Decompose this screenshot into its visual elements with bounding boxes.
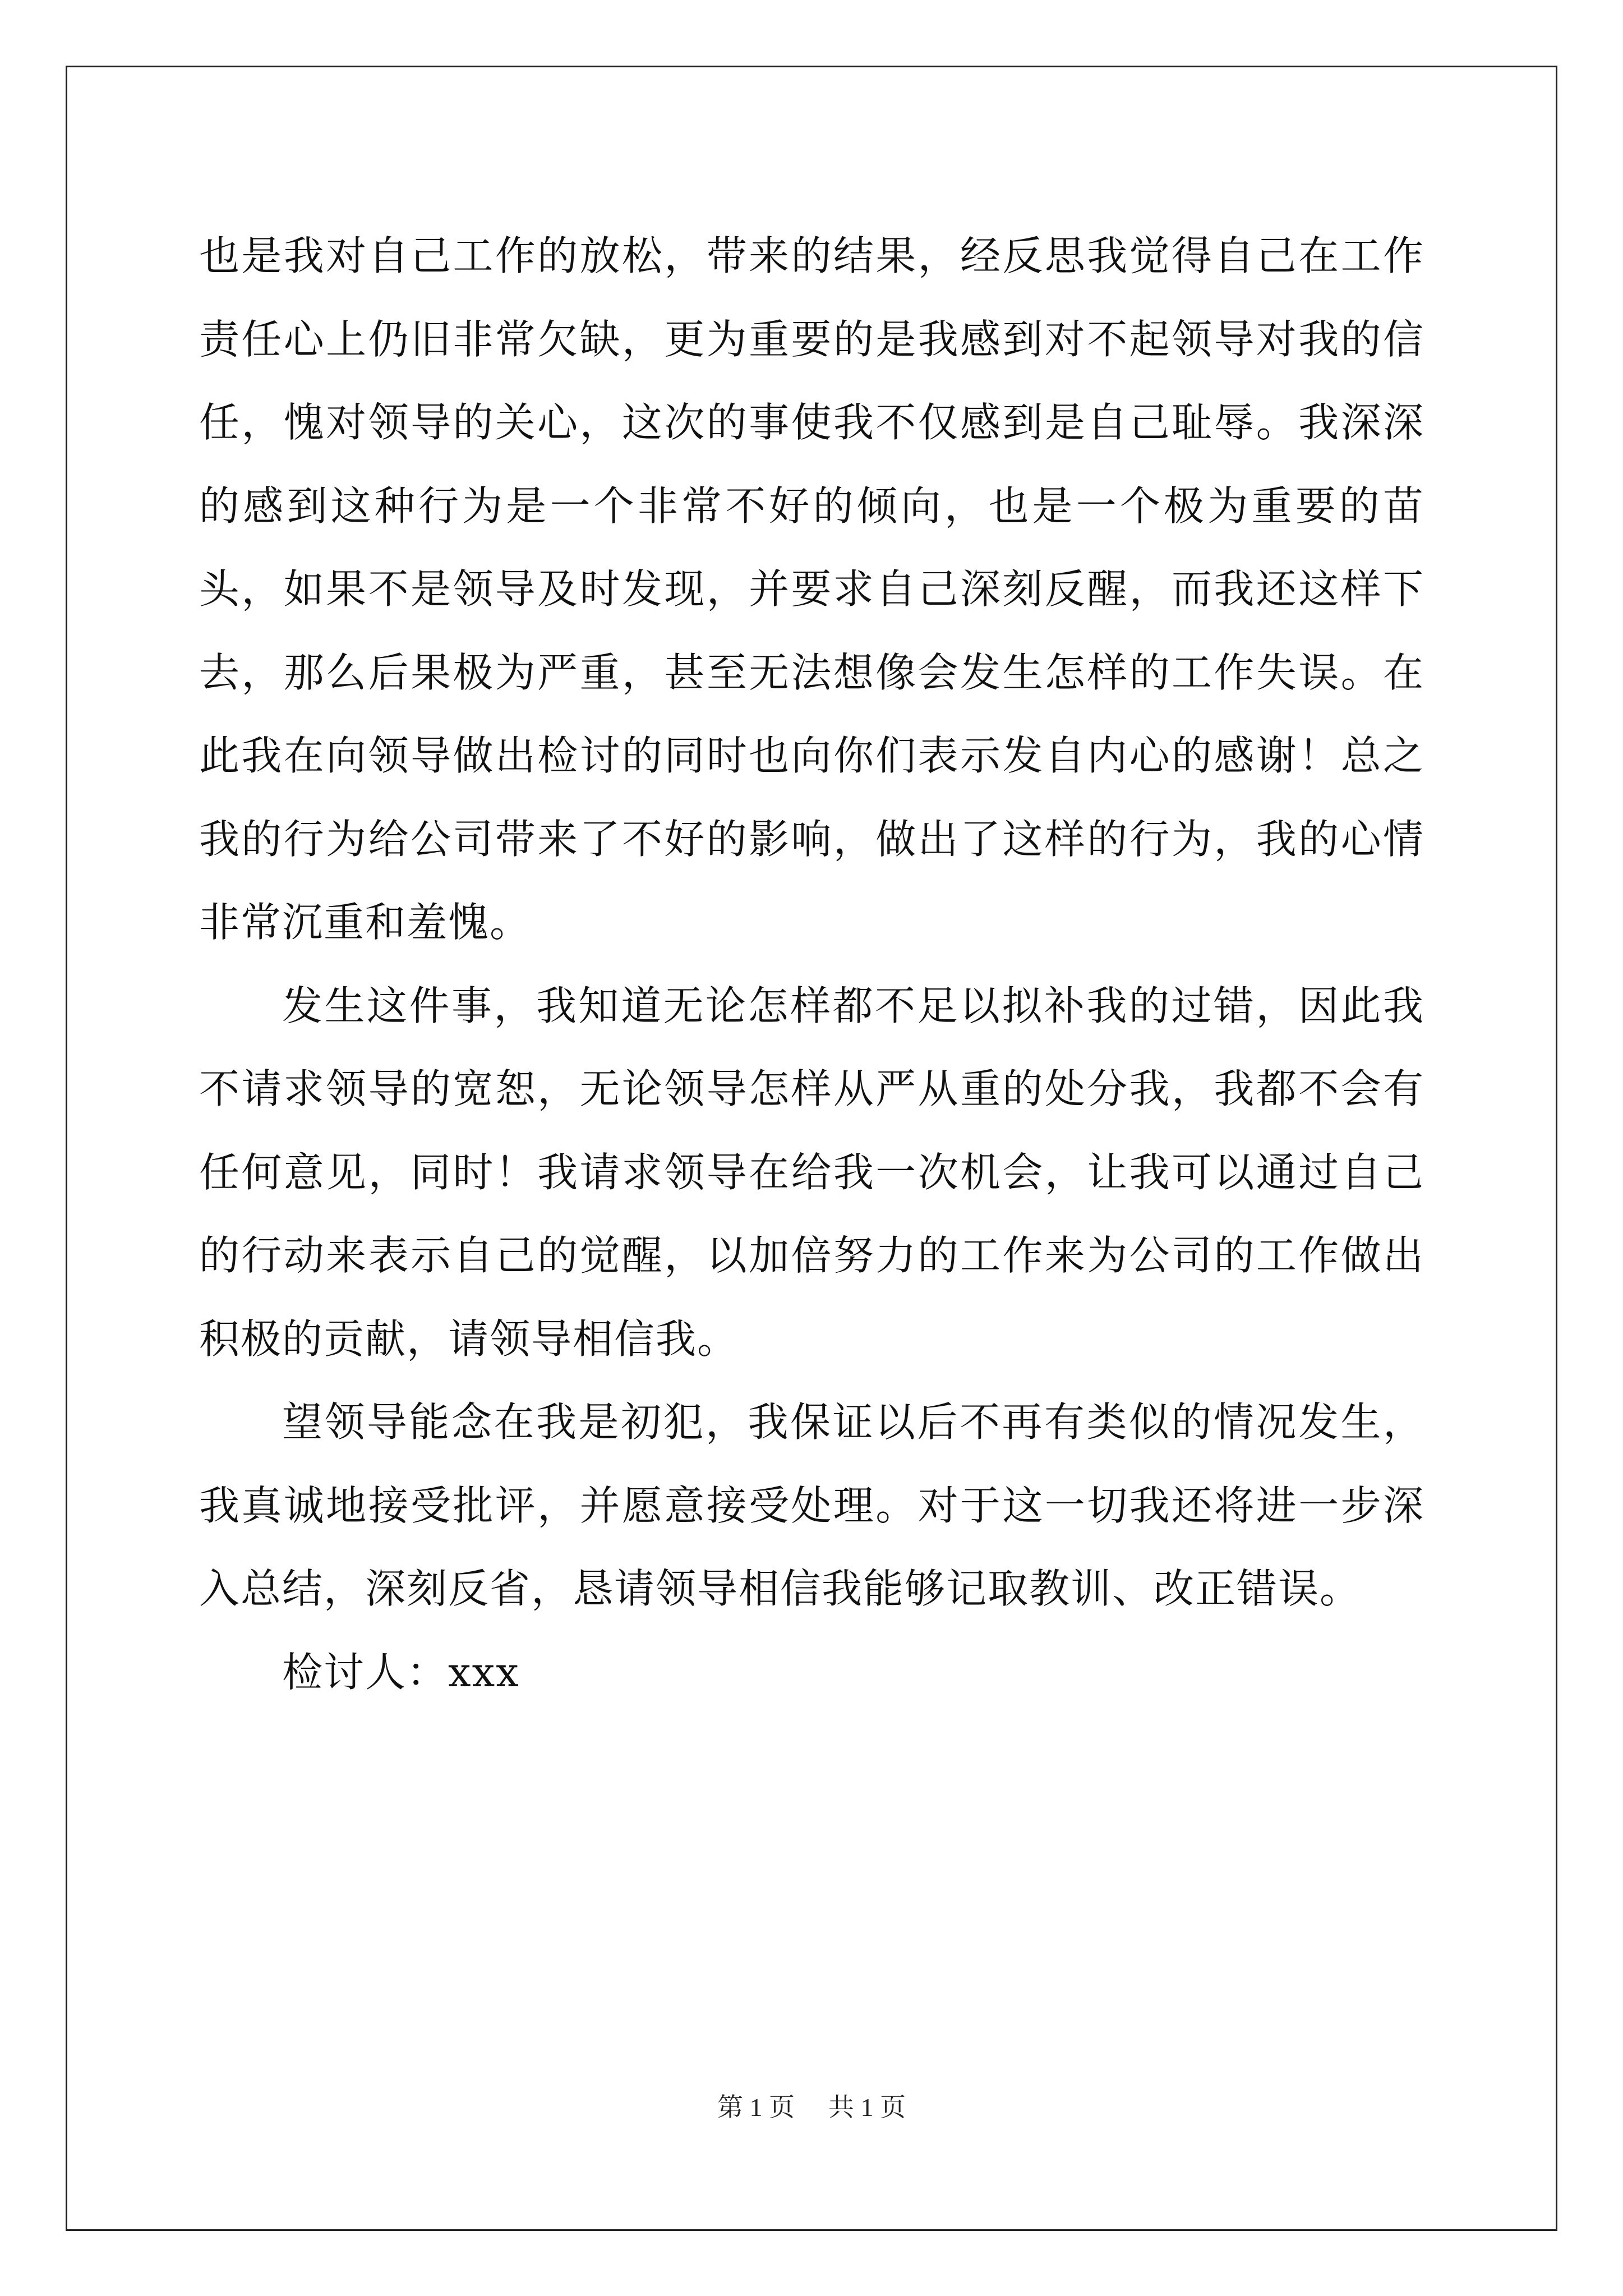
paragraph: 发生这件事，我知道无论怎样都不足以拟补我的过错，因此我不请求领导的宽恕，无论领导怎样从严从重的处分我，我都不会有任何意见，同时！我请求领导在给我一次机会，让我可以通过自己的行动来表示自己的觉醒，以加倍努力的工作来为公司的工作做出积极的贡献，请领导相信我。 (199, 982, 1424, 1363)
document-body (199, 214, 1424, 1714)
signature-line: 检讨人：xxx (282, 1648, 520, 1696)
paragraph: 也是我对自己工作的放松，带来的结果，经反思我觉得自己在工作责任心上仍旧非常欠缺，更为重要的是我感到对不起领导对我的信任，愧对领导的关心，这次的事使我不仅感到是自己耻辱。我深深的感到这种行为是一个非常不好的倾向，也是一个极为重要的苗头，如果不是领导及时发现，并要求自己深刻反醒，而我还这样下去，那么后果极为严重，甚至无法想像会发生怎样的工作失误。在此我在向领导做出检讨的同时也向你们表示发自内心的感谢！总之我的行为给公司带来了不好的影响，做出了这样的行为，我的心情非常沉重和羞愧。 (199, 232, 1424, 946)
page-total: 共 1 页 (828, 2093, 906, 2122)
page-number: 第 1 页 (717, 2093, 795, 2122)
page-footer (0, 2087, 1623, 2124)
paragraph: 望领导能念在我是初犯，我保证以后不再有类似的情况发生，我真诚地接受批评，并愿意接受处理。对于这一切我还将进一步深入总结，深刻反省，恳请领导相信我能够记取教训、改正错误。 (199, 1398, 1424, 1612)
